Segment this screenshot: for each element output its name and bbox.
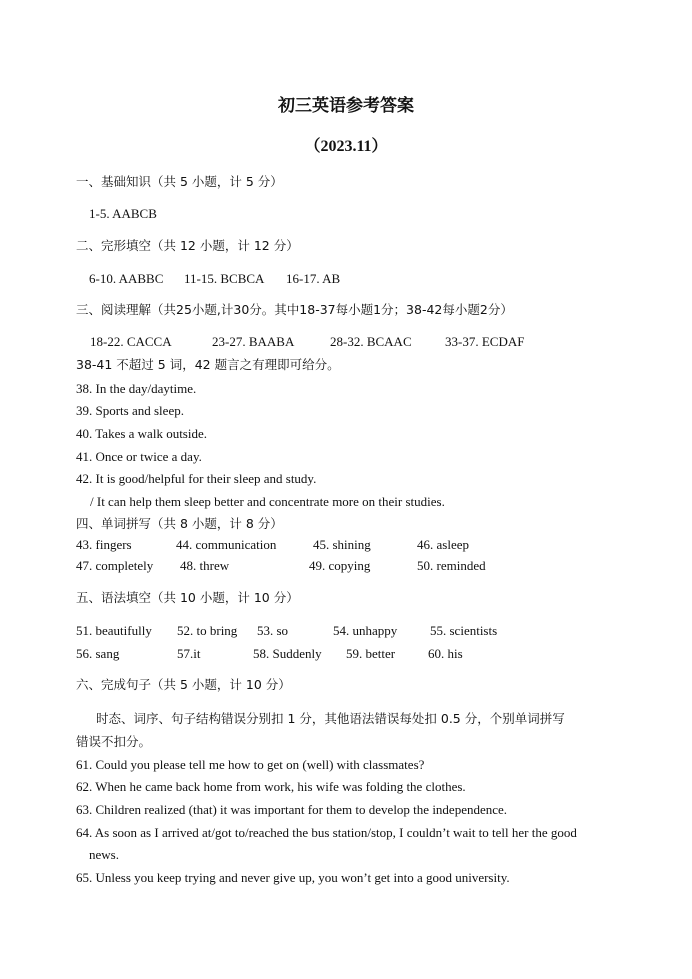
answer-item: 40. Takes a walk outside. [76,426,207,441]
answer-item: 44. communication [176,537,277,552]
answer-item: 41. Once or twice a day. [76,449,202,464]
scoring-note: 错误不扣分。 [76,734,152,749]
answer-item-continued: news. [89,847,119,862]
answer-item: 53. so [257,623,289,638]
answer-item: 50. reminded [417,558,486,573]
answer-item: 49. copying [309,558,371,573]
answer-item: 46. asleep [417,537,469,552]
answer-item: 63. Children realized (that) it was important for them to develop the independence. [76,802,508,817]
answer-item: 54. unhappy [333,623,398,638]
answer-group: 11-15. BCBCA [184,271,265,286]
answer-item: 62. When he came back home from work, his wife was folding the clothes. [76,779,466,794]
section-heading-5: 五、语法填空（共 10 小题，计 10 分） [76,590,299,605]
section-heading-6: 六、完成句子（共 5 小题，计 10 分） [76,677,291,692]
answer-item: 61. Could you please tell me how to get on (well) with classmates? [76,757,425,772]
answer-item: 48. threw [180,558,230,573]
answer-item: 43. fingers [76,537,132,552]
answer-item: 60. his [428,646,463,661]
answer-item: 45. shining [313,537,371,552]
answer-item: 56. sang [76,646,120,661]
page-date: （2023.11） [304,138,388,155]
answer-item: 52. to bring [177,623,238,638]
answer-item: 55. scientists [430,623,498,638]
answer-item: 38. In the day/daytime. [76,381,197,396]
answer-item: 51. beautifully [76,623,152,638]
answer-item: 59. better [346,646,396,661]
scoring-note: 38-41 不超过 5 词，42 题言之有理即可给分。 [76,357,340,372]
page-title: 初三英语参考答案 [278,96,414,116]
answer-item-alt: / It can help them sleep better and concentrate more on their studies. [90,494,445,509]
section-heading-1: 一、基础知识（共 5 小题，计 5 分） [76,174,283,189]
answer-item: 58. Suddenly [253,646,322,661]
answer-group: 1-5. AABCB [89,206,157,221]
answer-item: 47. completely [76,558,154,573]
answer-item: 57.it [177,646,201,661]
answer-group: 28-32. BCAAC [330,334,412,349]
scoring-note: 时态、词序、句子结构错误分别扣 1 分，其他语法错误每处扣 0.5 分，个别单词拼写 [96,711,565,726]
section-heading-3: 三、阅读理解（共25小题,计30分。其中18-37每小题1分；38-42每小题2分） [76,302,513,317]
answer-item: 64. As soon as I arrived at/got to/reached the bus station/stop, I couldn’t wait to tell her the good [76,825,577,840]
section-heading-4: 四、单词拼写（共 8 小题，计 8 分） [76,516,283,531]
answer-group: 6-10. AABBC [89,271,164,286]
answer-group: 23-27. BAABA [212,334,295,349]
section-heading-2: 二、完形填空（共 12 小题，计 12 分） [76,238,299,253]
answer-item: 42. It is good/helpful for their sleep and study. [76,471,317,486]
answer-group: 33-37. ECDAF [445,334,525,349]
answer-group: 18-22. CACCA [90,334,172,349]
answer-item: 65. Unless you keep trying and never give up, you won’t get into a good university. [76,870,510,885]
answer-item: 39. Sports and sleep. [76,403,184,418]
answer-group: 16-17. AB [286,271,341,286]
